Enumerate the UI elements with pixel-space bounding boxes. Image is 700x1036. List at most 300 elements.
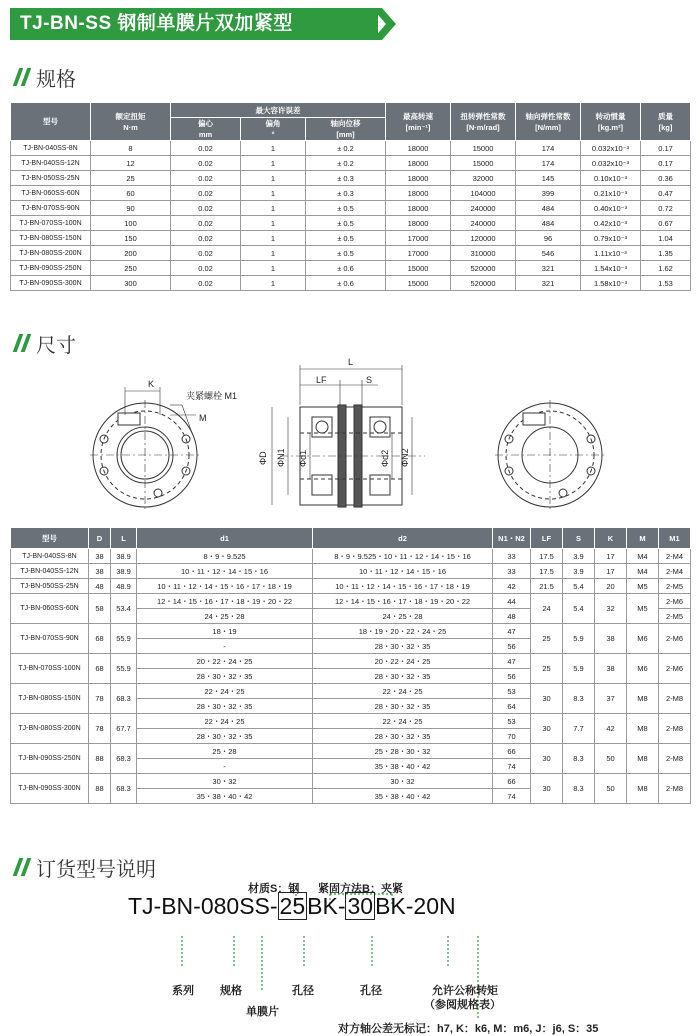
spec-cell: 0.02 [171,186,241,201]
dim-cell: 8.3 [563,774,595,804]
spec-row [11,216,691,231]
spec-cell: 96 [516,231,581,246]
dim-cell: 38.9 [111,549,137,564]
bore-d2-cell: 35・38・40・42 [313,759,493,774]
spec-cell: 0.02 [171,156,241,171]
spec-cell: 1 [241,216,306,231]
dim-cell: 68.3 [111,774,137,804]
label-d1: Φd1 [298,449,308,467]
model-cell: TJ-BN-080SS-150N [11,231,91,246]
dim-cell: 64 [493,699,531,714]
model-cell: TJ-BN-090SS-250N [11,261,91,276]
dim-cell: 2-M5 [659,609,691,624]
dim-cell: M4 [627,564,659,579]
label-bolt: 夹紧螺栓 M1 [186,391,238,401]
spec-cell: 1.54x10⁻³ [581,261,641,276]
dim-cell: 2-M8 [659,714,691,744]
spec-cell: 240000 [451,201,516,216]
dim-row [11,579,691,594]
bore-d2-cell: 25・28・30・32 [313,744,493,759]
dim-cell: 32 [595,594,627,624]
dim-cell: 2-M8 [659,684,691,714]
bore-d1-cell: 22・24・25 [137,684,313,699]
dim-col-header: M [627,528,659,549]
dim-cell: 70 [493,729,531,744]
dim-cell: 48 [493,609,531,624]
dim-cell: 30 [531,684,563,714]
spec-cell: 100 [91,216,171,231]
spec-cell: 484 [516,201,581,216]
spec-cell: 25 [91,171,171,186]
left-front-view [90,387,200,510]
spec-cell: 0.02 [171,231,241,246]
model-cell: TJ-BN-050SS-25N [11,171,91,186]
dim-cell: 55.9 [111,654,137,684]
spec-cell: 250 [91,261,171,276]
spec-cell: 18000 [386,171,451,186]
spec-cell: ± 0.6 [306,261,386,276]
spec-cell: 1.58x10⁻³ [581,276,641,291]
bore-d1-cell: 20・22・24・25 [137,654,313,669]
dim-cell: 88 [89,774,111,804]
dim-col-header: M1 [659,528,691,549]
bore-d2-cell: 35・38・40・42 [313,789,493,804]
dim-cell: 3.9 [563,564,595,579]
spec-cell: 0.67 [641,216,691,231]
dim-cell: 8.3 [563,744,595,774]
section-bars-icon [10,66,34,88]
dim-cell: 42 [493,579,531,594]
bore-d1-cell: - [137,639,313,654]
spec-cell: 18000 [386,141,451,156]
bore2-label: 孔径 [360,985,382,997]
spec-cell: 12 [91,156,171,171]
tolerance-note: 对方轴公差无标记：h7, K：k6, M：m6, J：j6, S：35 [338,1023,599,1035]
spec-cell: 484 [516,216,581,231]
dim-cell: 47 [493,624,531,639]
bore1-label: 孔径 [292,985,314,997]
model-cell: TJ-BN-040SS-12N [11,564,89,579]
spec-cell: ± 0.2 [306,141,386,156]
spec-cell: 1.04 [641,231,691,246]
spec-cell: 8 [91,141,171,156]
col-torque: 额定扭矩 N·m [91,103,171,141]
dim-row [11,594,691,609]
dim-col-header: K [595,528,627,549]
bore-d2-cell: 24・25・28 [313,609,493,624]
spec-cell: 546 [516,246,581,261]
label-d: ΦD [258,451,268,465]
spec-cell: 0.40x10⁻³ [581,201,641,216]
spec-cell: ± 0.3 [306,171,386,186]
section-title: 订货型号说明 [36,858,156,881]
model-cell: TJ-BN-090SS-250N [11,744,89,774]
spec-cell: 0.02 [171,246,241,261]
dim-cell: 2-M8 [659,774,691,804]
dim-col-header: S [563,528,595,549]
bore-d2-cell: 20・22・24・25 [313,654,493,669]
model-cell: TJ-BN-050SS-25N [11,579,89,594]
col-model: 型号 [11,103,91,141]
dim-cell: 3.9 [563,549,595,564]
model-cell: TJ-BN-040SS-8N [11,549,89,564]
dim-col-header: 型号 [11,528,89,549]
spec-cell: 174 [516,156,581,171]
spec-cell: 1 [241,141,306,156]
dim-cell: 66 [493,774,531,789]
spec-cell: 174 [516,141,581,156]
dim-cell: 68 [89,624,111,654]
label-d2: Φd2 [380,449,390,467]
spec-cell: 18000 [386,201,451,216]
spec-cell: 0.10x10⁻³ [581,171,641,186]
bore-d1-cell: 24・25・28 [137,609,313,624]
dim-cell: 42 [595,714,627,744]
dim-cell: M8 [627,744,659,774]
dim-cell: 17.5 [531,564,563,579]
model-cell: TJ-BN-070SS-90N [11,624,89,654]
dim-cell: 68.3 [111,744,137,774]
spec-cell: 321 [516,261,581,276]
dim-cell: 33 [493,549,531,564]
order-code: TJ-BN-080SS-25BK-30BK-20N [128,893,456,919]
spec-cell: 15000 [451,156,516,171]
model-cell: TJ-BN-070SS-100N [11,216,91,231]
dim-cell: 2-M5 [659,579,691,594]
bore-d2-cell: 22・24・25 [313,684,493,699]
dim-cell: 2-M6 [659,624,691,654]
dim-cell: 5.4 [563,594,595,624]
bore-d1-cell: 35・38・40・42 [137,789,313,804]
dim-cell: 38.9 [111,564,137,579]
spec-cell: 0.79x10⁻³ [581,231,641,246]
bore-d1-cell: 12・14・15・16・17・18・19・20・22 [137,594,313,609]
dim-cell: 30 [531,774,563,804]
spec-cell: 0.21x10⁻³ [581,186,641,201]
spec-cell: 310000 [451,246,516,261]
spec-cell: 0.02 [171,216,241,231]
spec-cell: 0.02 [171,141,241,156]
dim-cell: 53 [493,684,531,699]
dim-cell: 56 [493,669,531,684]
spec-cell: 0.42x10⁻³ [581,216,641,231]
dim-cell: 88 [89,744,111,774]
dim-col-header: N1・N2 [493,528,531,549]
spec-cell: 1 [241,156,306,171]
bore-d1-cell: 10・11・12・14・15・16 [137,564,313,579]
col-axial: 轴向位移 [mm] [306,118,386,141]
label-k: K [148,379,155,389]
spec-cell: 17000 [386,246,451,261]
dim-cell: M8 [627,714,659,744]
fixing-label: 紧固方法B：夹紧 [318,883,403,895]
dim-cell: 74 [493,759,531,774]
spec-row [11,171,691,186]
dim-cell: 8.3 [563,684,595,714]
spec-cell: 0.02 [171,171,241,186]
spec-label: 规格 [220,985,242,997]
col-tolerance: 最大容许误差 [171,103,386,118]
dim-cell: 58 [89,594,111,624]
dim-cell: 20 [595,579,627,594]
dim-cell: M8 [627,684,659,714]
col-torsional-stiffness: 扭转弹性常数 [N·m/rad] [451,103,516,141]
dim-cell: 33 [493,564,531,579]
bore-d2-cell: 22・24・25 [313,714,493,729]
spec-cell: 1 [241,276,306,291]
model-cell: TJ-BN-080SS-150N [11,684,89,714]
spec-cell: 18000 [386,186,451,201]
spec-cell: 1.35 [641,246,691,261]
spec-cell: 200 [91,246,171,261]
bore-d2-cell: 28・30・32・35 [313,669,493,684]
dim-cell: 48 [89,579,111,594]
model-cell: TJ-BN-090SS-300N [11,774,89,804]
dim-row [11,744,691,759]
dim-cell: 53 [493,714,531,729]
right-front-view [495,400,605,510]
spec-cell: 1.53 [641,276,691,291]
spec-cell: 15000 [386,276,451,291]
col-axial-stiffness: 轴向弹性常数 [N/mm] [516,103,581,141]
spec-row [11,261,691,276]
bore-d1-cell: 28・30・32・35 [137,729,313,744]
dim-cell: 2-M6 [659,654,691,684]
model-cell: TJ-BN-070SS-90N [11,201,91,216]
dimension-table [10,527,691,804]
bore1-box: 25 [279,893,306,919]
bore-d2-cell: 28・30・32・35 [313,639,493,654]
spec-row [11,276,691,291]
dim-cell: 17 [595,549,627,564]
spec-cell: 1 [241,231,306,246]
spec-cell: 0.032x10⁻³ [581,141,641,156]
spec-cell: 300 [91,276,171,291]
dim-cell: 78 [89,684,111,714]
bore-d1-cell: 28・30・32・35 [137,669,313,684]
spec-cell: 17000 [386,231,451,246]
spec-cell: 240000 [451,216,516,231]
spec-cell: ± 0.5 [306,231,386,246]
dim-cell: 67.7 [111,714,137,744]
spec-cell: 1.11x10⁻³ [581,246,641,261]
dim-cell: 53.4 [111,594,137,624]
dim-cell: 2-M8 [659,744,691,774]
dim-cell: 25 [531,624,563,654]
side-view [272,365,425,507]
dim-cell: 21.5 [531,579,563,594]
dim-row [11,624,691,639]
col-inertia: 转动惯量 [kg.m²] [581,103,641,141]
spec-row [11,156,691,171]
label-n2: ΦN2 [400,448,410,467]
spec-row [11,201,691,216]
torque-note: （参阅规格表） [424,999,501,1011]
dim-row [11,549,691,564]
spec-cell: 1.62 [641,261,691,276]
dim-cell: 50 [595,774,627,804]
spec-row [11,246,691,261]
page-title: TJ-BN-SS 钢制单膜片双加紧型 [10,8,378,40]
dim-cell: 74 [493,789,531,804]
material-label: 材质S：钢 [248,883,300,895]
dim-cell: 30 [531,744,563,774]
dim-cell: 68 [89,654,111,684]
dim-cell: 38 [89,564,111,579]
banner-chevron-icon [372,8,402,40]
spec-cell: 1 [241,171,306,186]
spec-cell: ± 0.6 [306,276,386,291]
bore-d1-cell: 28・30・32・35 [137,699,313,714]
order-lines [0,850,700,1033]
spec-cell: ± 0.5 [306,246,386,261]
spec-cell: 32000 [451,171,516,186]
bore-d2-cell: 10・11・12・14・15・16 [313,564,493,579]
spec-cell: 15000 [386,261,451,276]
spec-row [11,141,691,156]
bore-d2-cell: 10・11・12・14・15・16・17・18・19 [313,579,493,594]
dim-cell: 2-M4 [659,549,691,564]
spec-cell: ± 0.5 [306,201,386,216]
model-cell: TJ-BN-070SS-100N [11,654,89,684]
spec-cell: 0.02 [171,261,241,276]
dim-cell: M6 [627,654,659,684]
spec-cell: 399 [516,186,581,201]
label-l: L [348,357,354,367]
dim-col-header: d1 [137,528,313,549]
model-cell: TJ-BN-080SS-200N [11,246,91,261]
label-s: S [366,375,373,385]
bore-d1-cell: - [137,759,313,774]
spec-cell: ± 0.5 [306,216,386,231]
bore-d2-cell: 28・30・32・35 [313,729,493,744]
spec-cell: 104000 [451,186,516,201]
col-angle: 偏角 ° [241,118,306,141]
col-speed: 最高转速 [min⁻¹] [386,103,451,141]
model-cell: TJ-BN-090SS-300N [11,276,91,291]
spec-cell: 145 [516,171,581,186]
spec-cell: 0.17 [641,156,691,171]
spec-cell: 15000 [451,141,516,156]
dim-cell: 44 [493,594,531,609]
spec-cell: 321 [516,276,581,291]
coupling-drawing [0,355,700,525]
col-eccentric: 偏心 mm [171,118,241,141]
bore2-box: 30 [347,893,374,919]
spec-cell: ± 0.3 [306,186,386,201]
bore-d1-cell: 30・32 [137,774,313,789]
section-title: 尺寸 [36,334,76,357]
dim-cell: 50 [595,744,627,774]
dim-cell: 17.5 [531,549,563,564]
dim-cell: M4 [627,549,659,564]
dim-cell: 47 [493,654,531,669]
model-cell: TJ-BN-060SS-60N [11,186,91,201]
spec-cell: ± 0.2 [306,156,386,171]
model-cell: TJ-BN-040SS-8N [11,141,91,156]
dim-cell: 68.3 [111,684,137,714]
dim-row [11,774,691,789]
dim-col-header: d2 [313,528,493,549]
spec-table [10,102,691,291]
col-mass: 质量 [kg] [641,103,691,141]
spec-cell: 520000 [451,276,516,291]
spec-cell: 0.72 [641,201,691,216]
label-m: M [199,413,207,423]
dim-cell: 24 [531,594,563,624]
spec-cell: 1 [241,246,306,261]
dim-cell: 5.9 [563,654,595,684]
dim-cell: 48.9 [111,579,137,594]
dim-cell: 7.7 [563,714,595,744]
order-code-explanation [0,850,700,1033]
spec-cell: 18000 [386,216,451,231]
bore-d2-cell: 8・9・9.525・10・11・12・14・15・16 [313,549,493,564]
label-lf: LF [316,375,327,385]
spec-cell: 18000 [386,156,451,171]
spec-cell: 0.47 [641,186,691,201]
dim-cell: 38 [595,654,627,684]
dim-cell: 37 [595,684,627,714]
dim-row [11,714,691,729]
spec-row [11,186,691,201]
dim-cell: 66 [493,744,531,759]
spec-cell: 60 [91,186,171,201]
spec-cell: 1 [241,186,306,201]
section-dim-heading [10,330,76,356]
bore-d1-cell: 10・11・12・14・15・16・17・18・19 [137,579,313,594]
bore-d2-cell: 28・30・32・35 [313,699,493,714]
spec-cell: 1 [241,201,306,216]
bore-d2-cell: 30・32 [313,774,493,789]
dim-cell: 38 [595,624,627,654]
bore-d2-cell: 12・14・15・16・17・18・19・20・22 [313,594,493,609]
spec-cell: 0.17 [641,141,691,156]
spec-cell: 520000 [451,261,516,276]
dim-row [11,564,691,579]
bore-d1-cell: 18・19 [137,624,313,639]
model-cell: TJ-BN-080SS-200N [11,714,89,744]
dim-cell: 38 [89,549,111,564]
dim-col-header: L [111,528,137,549]
spec-cell: 1 [241,261,306,276]
series-label: 系列 [172,985,194,997]
section-spec-heading [10,64,76,90]
dim-col-header: D [89,528,111,549]
dim-cell: M5 [627,579,659,594]
model-cell: TJ-BN-060SS-60N [11,594,89,624]
dim-col-header: LF [531,528,563,549]
bore-d1-cell: 22・24・25 [137,714,313,729]
dim-cell: M5 [627,594,659,624]
spec-cell: 0.02 [171,276,241,291]
label-n1: ΦN1 [276,448,286,467]
spec-cell: 0.02 [171,201,241,216]
bore-d1-cell: 25・28 [137,744,313,759]
spec-cell: 120000 [451,231,516,246]
torque-label: 允许公称转矩 [432,985,498,997]
spec-cell: 0.36 [641,171,691,186]
spec-cell: 0.032x10⁻³ [581,156,641,171]
dim-cell: 30 [531,714,563,744]
dim-cell: 2-M6 [659,594,691,609]
spec-cell: 150 [91,231,171,246]
dim-cell: 2-M4 [659,564,691,579]
spec-row [11,231,691,246]
spec-cell: 90 [91,201,171,216]
section-title: 规格 [36,68,76,91]
dim-cell: 5.4 [563,579,595,594]
